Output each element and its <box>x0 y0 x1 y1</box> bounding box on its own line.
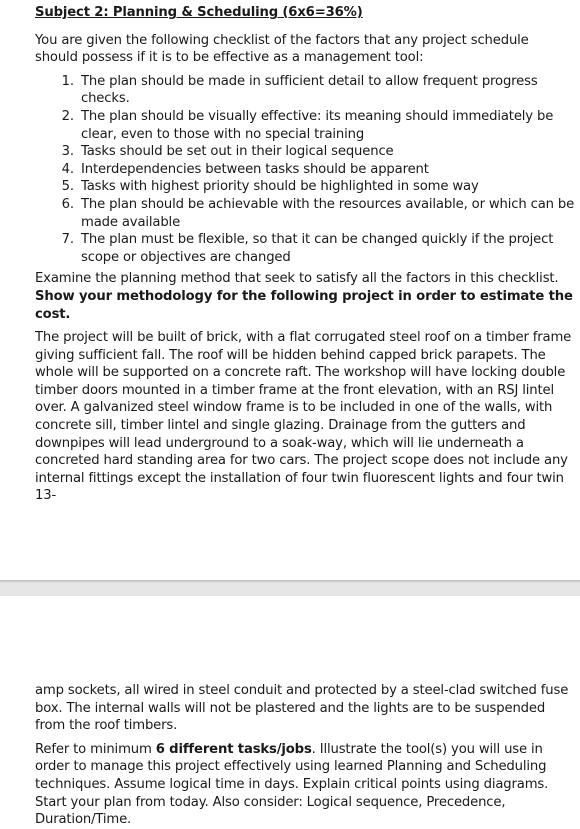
checklist-item: 1. The plan should be made in sufficient detail to allow frequent progress checks. <box>78 73 575 108</box>
examine-instruction: Examine the planning method that seek to satisfy all the factors in this checklist. <box>35 271 559 287</box>
checklist <box>35 73 575 267</box>
task-instructions <box>35 741 575 829</box>
instructions-bold: 6 different tasks/jobs <box>155 741 312 757</box>
checklist-item: 6. The plan should be achievable with the resources available, or which can be made available <box>78 196 575 231</box>
document-page-2 <box>0 596 580 828</box>
instructions-suffix: . Illustrate the tool(s) you will use in order to manage this project effectively using learned Planning and Scheduling techniques. Assume logical time in days. Explain critical points using diagrams. Start your plan from today. Also consider: Logical sequence, Precedence, Duration/Time. <box>35 741 549 828</box>
page-1-content <box>35 4 575 505</box>
instructions-prefix: Refer to minimum <box>35 741 156 757</box>
project-description-continued: amp sockets, all wired in steel conduit and protected by a steel-clad switched fuse box. The internal walls will not be plastered and the lights are to be suspended from the roof timbers. <box>35 683 569 734</box>
project-description: The project will be built of brick, with a flat corrugated steel roof on a timber frame giving sufficient fall. The roof will be hidden behind capped brick parapets. The whole will be supported on a concrete raft. The workshop will have locking double timber doors mounted in a timber frame at the front elevation, with an RSJ lintel over. A galvanized steel window frame is to be included in one of the walls, with concrete sill, timber lintel and single glazing. Drainage from the gutters and downpipes will lead underground to a soak-way, which will lie underneath a concreted hard standing area for two cars. The project scope does not include any internal fittings except the installation of four twin fluorescent lights and four twin 13- <box>35 330 572 504</box>
checklist-item: 4. Interdependencies between tasks should be apparent <box>78 161 575 179</box>
checklist-item: 7. The plan must be flexible, so that it can be changed quickly if the project scope or objectives are changed <box>78 231 575 266</box>
checklist-item: 3. Tasks should be set out in their logical sequence <box>78 143 575 161</box>
intro-paragraph: You are given the following checklist of the factors that any project schedule should possess if it is to be effective as a management tool: <box>35 32 529 66</box>
methodology-instruction: Show your methodology for the following project in order to estimate the cost. <box>35 288 573 322</box>
subject-heading: Subject 2: Planning & Scheduling (6x6=36%) <box>35 5 363 20</box>
checklist-item: 2. The plan should be visually effective: its meaning should immediately be clear, even to those with no special training <box>78 108 575 143</box>
page-2-content <box>35 682 575 829</box>
checklist-item: 5. Tasks with highest priority should be highlighted in some way <box>78 178 575 196</box>
page-break-divider <box>0 580 580 596</box>
